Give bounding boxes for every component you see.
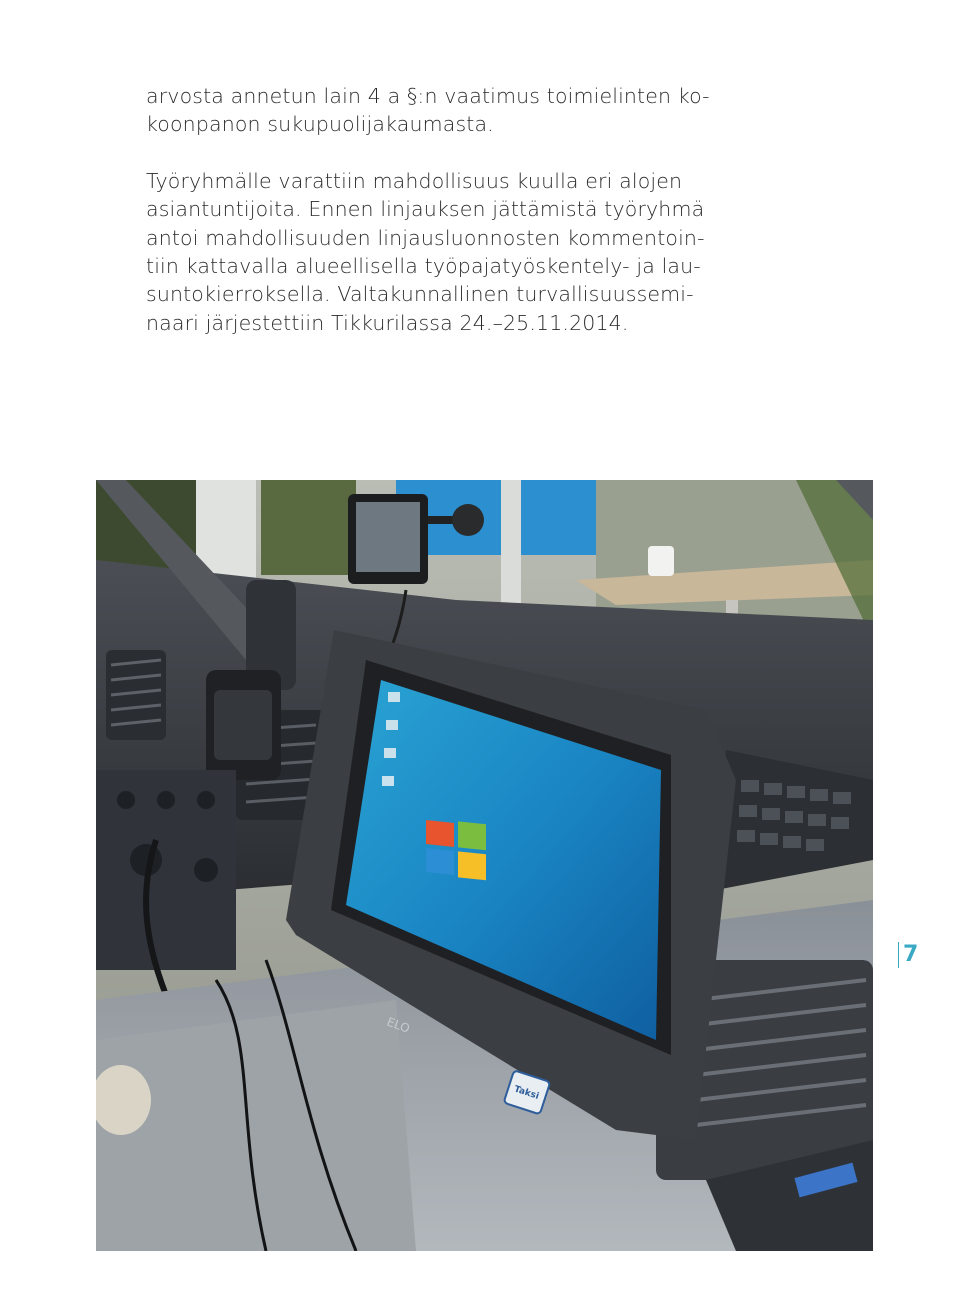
body-text xyxy=(146,82,746,337)
sticker-text: Taksi xyxy=(512,1084,541,1102)
paragraph-2-line: naari järjestettiin Tikkurilassa 24.–25.11.2014. xyxy=(146,310,629,335)
paragraph-2-line: asiantuntijoita. Ennen linjauksen jättämistä työryhmä xyxy=(146,197,705,222)
paragraph-2-line: tiin kattavalla alueellisella työpajatyöskentely- ja lau- xyxy=(146,254,701,279)
taxi-dashboard-photo xyxy=(96,480,873,1251)
paragraph-2-line: suntokierroksella. Valtakunnallinen turvallisuussemi- xyxy=(146,282,694,307)
monitor-brand-label: ELO xyxy=(384,1014,412,1036)
paragraph-2-line: antoi mahdollisuuden linjausluonnosten kommentoin- xyxy=(146,225,705,250)
paragraph-1-line: koonpanon sukupuolijakaumasta. xyxy=(146,112,494,137)
page-number: 7 xyxy=(898,942,918,968)
paragraph-2-line: Työryhmälle varattiin mahdollisuus kuulla eri alojen xyxy=(146,168,683,193)
paragraph-1-line: arvosta annetun lain 4 a §:n vaatimus toimielinten ko- xyxy=(146,84,710,108)
